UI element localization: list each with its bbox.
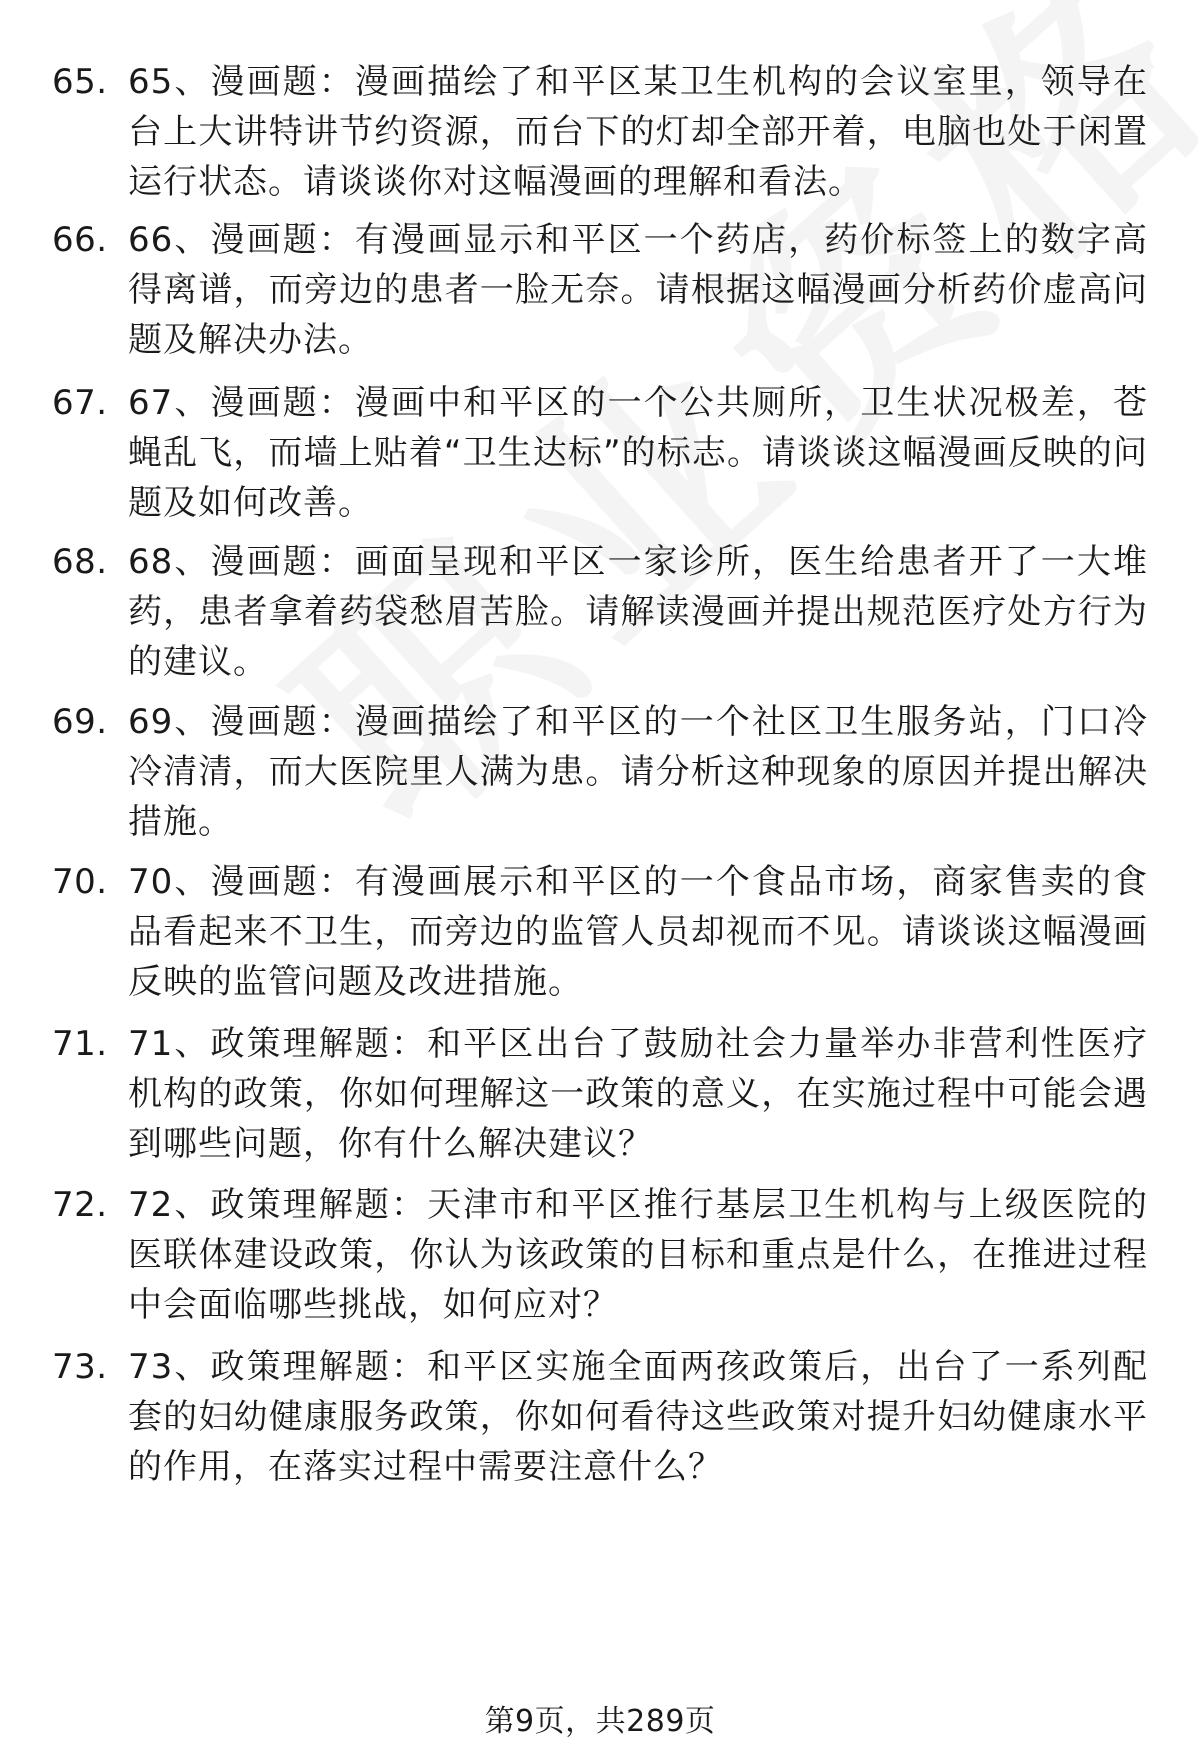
question-number: 68. (52, 542, 108, 582)
page-footer: 第9页，共289页 (484, 1704, 716, 1739)
question-number: 73. (52, 1347, 108, 1387)
question-text: 72、政策理解题：天津市和平区推行基层卫生机构与上级医院的医联体建设政策，你认为该政策的目标和重点是什么，在推进过程中会面临哪些挑战，如何应对？ (128, 1185, 1148, 1325)
question-number: 66. (52, 220, 108, 260)
question-text: 70、漫画题：有漫画展示和平区的一个食品市场，商家售卖的食品看起来不卫生，而旁边的监管人员却视而不见。请谈谈这幅漫画反映的监管问题及改进措施。 (128, 862, 1148, 1002)
question-text: 68、漫画题：画面呈现和平区一家诊所，医生给患者开了一大堆药，患者拿着药袋愁眉苦脸。请解读漫画并提出规范医疗处方行为的建议。 (128, 542, 1148, 682)
question-number: 70. (52, 862, 108, 902)
question-text: 69、漫画题：漫画描绘了和平区的一个社区卫生服务站，门口冷冷清清，而大医院里人满为患。请分析这种现象的原因并提出解决措施。 (128, 702, 1148, 842)
question-number: 72. (52, 1185, 108, 1225)
question-text: 65、漫画题：漫画描绘了和平区某卫生机构的会议室里，领导在台上大讲特讲节约资源，而台下的灯却全部开着，电脑也处于闲置运行状态。请谈谈你对这幅漫画的理解和看法。 (128, 62, 1148, 202)
question-text: 73、政策理解题：和平区实施全面两孩政策后，出台了一系列配套的妇幼健康服务政策，你如何看待这些政策对提升妇幼健康水平的作用，在落实过程中需要注意什么？ (128, 1347, 1148, 1487)
question-text: 67、漫画题：漫画中和平区的一个公共厕所，卫生状况极差，苍蝇乱飞，而墙上贴着“卫生达标”的标志。请谈谈这幅漫画反映的问题及如何改善。 (128, 383, 1148, 523)
question-number: 69. (52, 702, 108, 742)
question-number: 65. (52, 62, 108, 102)
question-text: 66、漫画题：有漫画显示和平区一个药店，药价标签上的数字高得离谱，而旁边的患者一脸无奈。请根据这幅漫画分析药价虚高问题及解决办法。 (128, 220, 1148, 360)
question-text: 71、政策理解题：和平区出台了鼓励社会力量举办非营利性医疗机构的政策，你如何理解这一政策的意义，在实施过程中可能会遇到哪些问题，你有什么解决建议？ (128, 1024, 1148, 1164)
question-number: 71. (52, 1024, 108, 1064)
question-number: 67. (52, 383, 108, 423)
